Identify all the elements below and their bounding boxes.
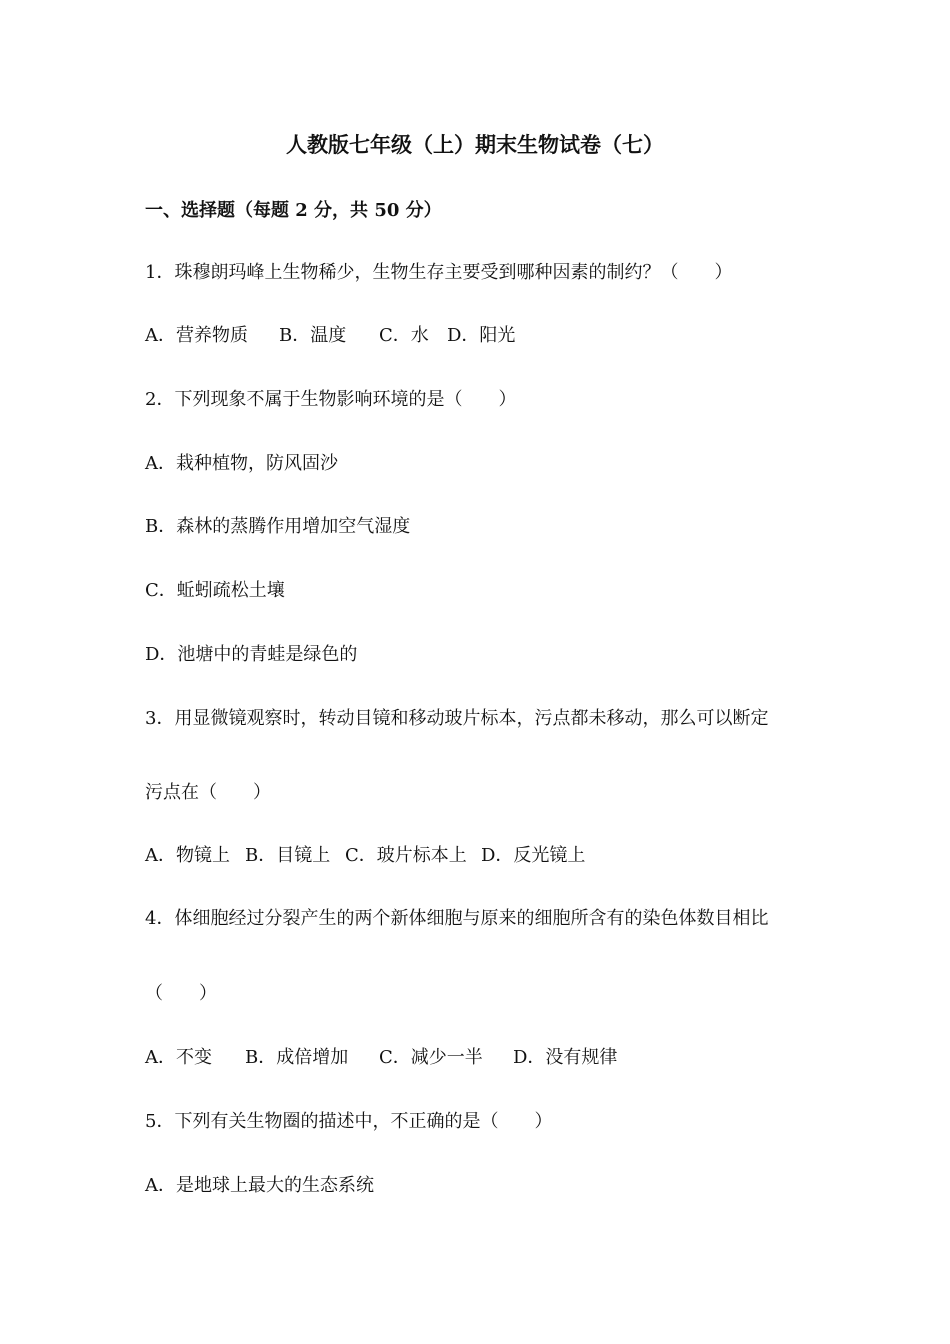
question-3-stem-line2: 污点在（ ） — [145, 782, 271, 803]
q4-option-d: D．没有规律 — [513, 1047, 618, 1068]
q1-option-b: B．温度 — [279, 325, 347, 346]
q3-option-c: C．玻片标本上 — [345, 845, 467, 866]
question-3-stem-line1: 3．用显微镜观察时，转动目镜和移动玻片标本，污点都未移动，那么可以断定 — [145, 708, 769, 729]
question-4-stem-line1: 4．体细胞经过分裂产生的两个新体细胞与原来的细胞所含有的染色体数目相比 — [145, 908, 769, 929]
question-2-stem: 2．下列现象不属于生物影响环境的是（ ） — [145, 389, 517, 410]
q4-option-c: C．减少一半 — [379, 1047, 483, 1068]
question-3-options — [145, 843, 585, 869]
page-title: 人教版七年级（上）期末生物试卷（七） — [286, 132, 664, 157]
q4-option-a: A．不变 — [145, 1047, 212, 1068]
q5-option-a: A．是地球上最大的生态系统 — [145, 1175, 374, 1196]
q1-option-a: A．营养物质 — [145, 325, 248, 346]
q3-option-b: B．目镜上 — [245, 845, 331, 866]
q2-option-b: B．森林的蒸腾作用增加空气湿度 — [145, 516, 411, 537]
q2-option-a: A．栽种植物，防风固沙 — [145, 453, 338, 474]
section-heading: 一、选择题（每题 2 分，共 50 分） — [145, 200, 442, 221]
question-4-options — [145, 1045, 617, 1071]
q1-option-d: D．阳光 — [447, 325, 516, 346]
question-1-stem: 1．珠穆朗玛峰上生物稀少，生物生存主要受到哪种因素的制约？（ ） — [145, 262, 733, 283]
q2-option-c: C．蚯蚓疏松土壤 — [145, 580, 285, 601]
q3-option-a: A．物镜上 — [145, 845, 230, 866]
q1-option-c: C．水 — [379, 325, 429, 346]
q4-option-b: B．成倍增加 — [245, 1047, 349, 1068]
q2-option-d: D．池塘中的青蛙是绿色的 — [145, 644, 358, 665]
question-4-stem-line2: （ ） — [145, 983, 217, 1004]
question-1-options — [145, 323, 515, 349]
q3-option-d: D．反光镜上 — [481, 845, 586, 866]
question-5-stem: 5．下列有关生物圈的描述中，不正确的是（ ） — [145, 1111, 553, 1132]
